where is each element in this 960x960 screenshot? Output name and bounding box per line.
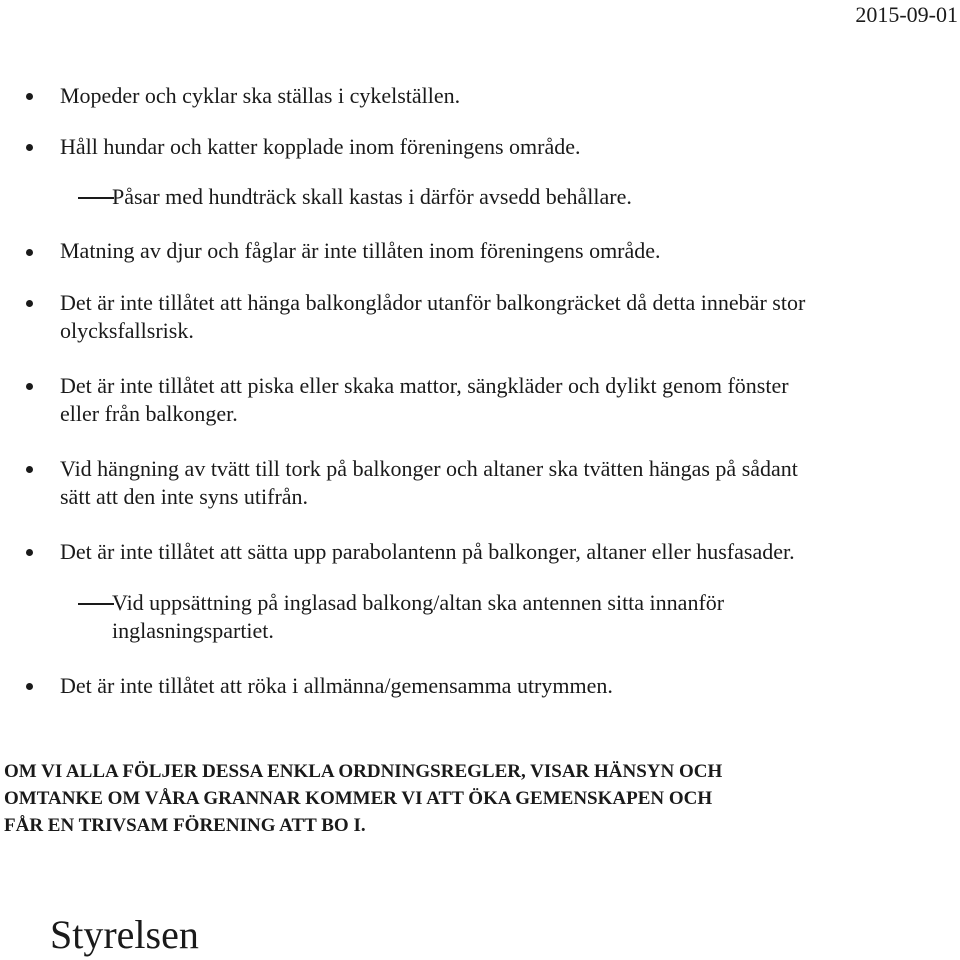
bullet-icon (26, 300, 33, 307)
rule-item (60, 538, 795, 566)
dash-icon (78, 197, 114, 199)
rule-text-line: Det är inte tillåtet att hänga balkonglådor utanför balkongräcket då detta innebär stor (60, 290, 806, 315)
rule-text-line: Påsar med hundträck skall kastas i därför avsedd behållare. (112, 184, 632, 209)
rule-item (60, 133, 581, 161)
rule-text-line: olycksfallsrisk. (60, 318, 194, 343)
rule-text-line: Mopeder och cyklar ska ställas i cykelställen. (60, 83, 461, 108)
rule-item (60, 82, 460, 110)
bullet-icon (26, 683, 33, 690)
rule-text-line: sätt att den inte syns utifrån. (60, 484, 309, 509)
rule-text-line: eller från balkonger. (60, 401, 238, 426)
rule-text-line: Vid uppsättning på inglasad balkong/altan ska antennen sitta innanför (112, 590, 725, 615)
bullet-icon (26, 144, 33, 151)
rule-subitem (112, 183, 632, 211)
dash-icon (78, 603, 114, 605)
rule-text-line: Vid hängning av tvätt till tork på balkonger och altaner ska tvätten hängas på sådant (60, 456, 798, 481)
rule-item (60, 672, 613, 700)
rule-item (60, 372, 789, 428)
rule-subitem (112, 589, 724, 645)
rule-text-line: Det är inte tillåtet att sätta upp parabolantenn på balkonger, altaner eller husfasader. (60, 539, 795, 564)
rule-item (60, 237, 661, 265)
bullet-icon (26, 383, 33, 390)
signature: Styrelsen (50, 912, 199, 957)
closing-line: FÅR EN TRIVSAM FÖRENING ATT BO I. (4, 815, 366, 836)
rule-text-line: Det är inte tillåtet att piska eller skaka mattor, sängkläder och dylikt genom fönster (60, 373, 789, 398)
closing-line: OM VI ALLA FÖLJER DESSA ENKLA ORDNINGSREGLER, VISAR HÄNSYN OCH (4, 761, 723, 782)
rule-text-line: Håll hundar och katter kopplade inom föreningens område. (60, 134, 581, 159)
rule-item (60, 455, 798, 511)
rule-item (60, 289, 805, 345)
rule-text-line: Det är inte tillåtet att röka i allmänna/gemensamma utrymmen. (60, 673, 613, 698)
bullet-icon (26, 466, 33, 473)
document-date: 2015-09-01 (855, 2, 958, 27)
bullet-icon (26, 549, 33, 556)
rule-text-line: inglasningspartiet. (112, 618, 274, 643)
bullet-icon (26, 93, 33, 100)
rule-text-line: Matning av djur och fåglar är inte tillåten inom föreningens område. (60, 238, 661, 263)
closing-statement (4, 758, 884, 839)
closing-line: OMTANKE OM VÅRA GRANNAR KOMMER VI ATT ÖKA GEMENSKAPEN OCH (4, 788, 713, 809)
bullet-icon (26, 249, 33, 256)
